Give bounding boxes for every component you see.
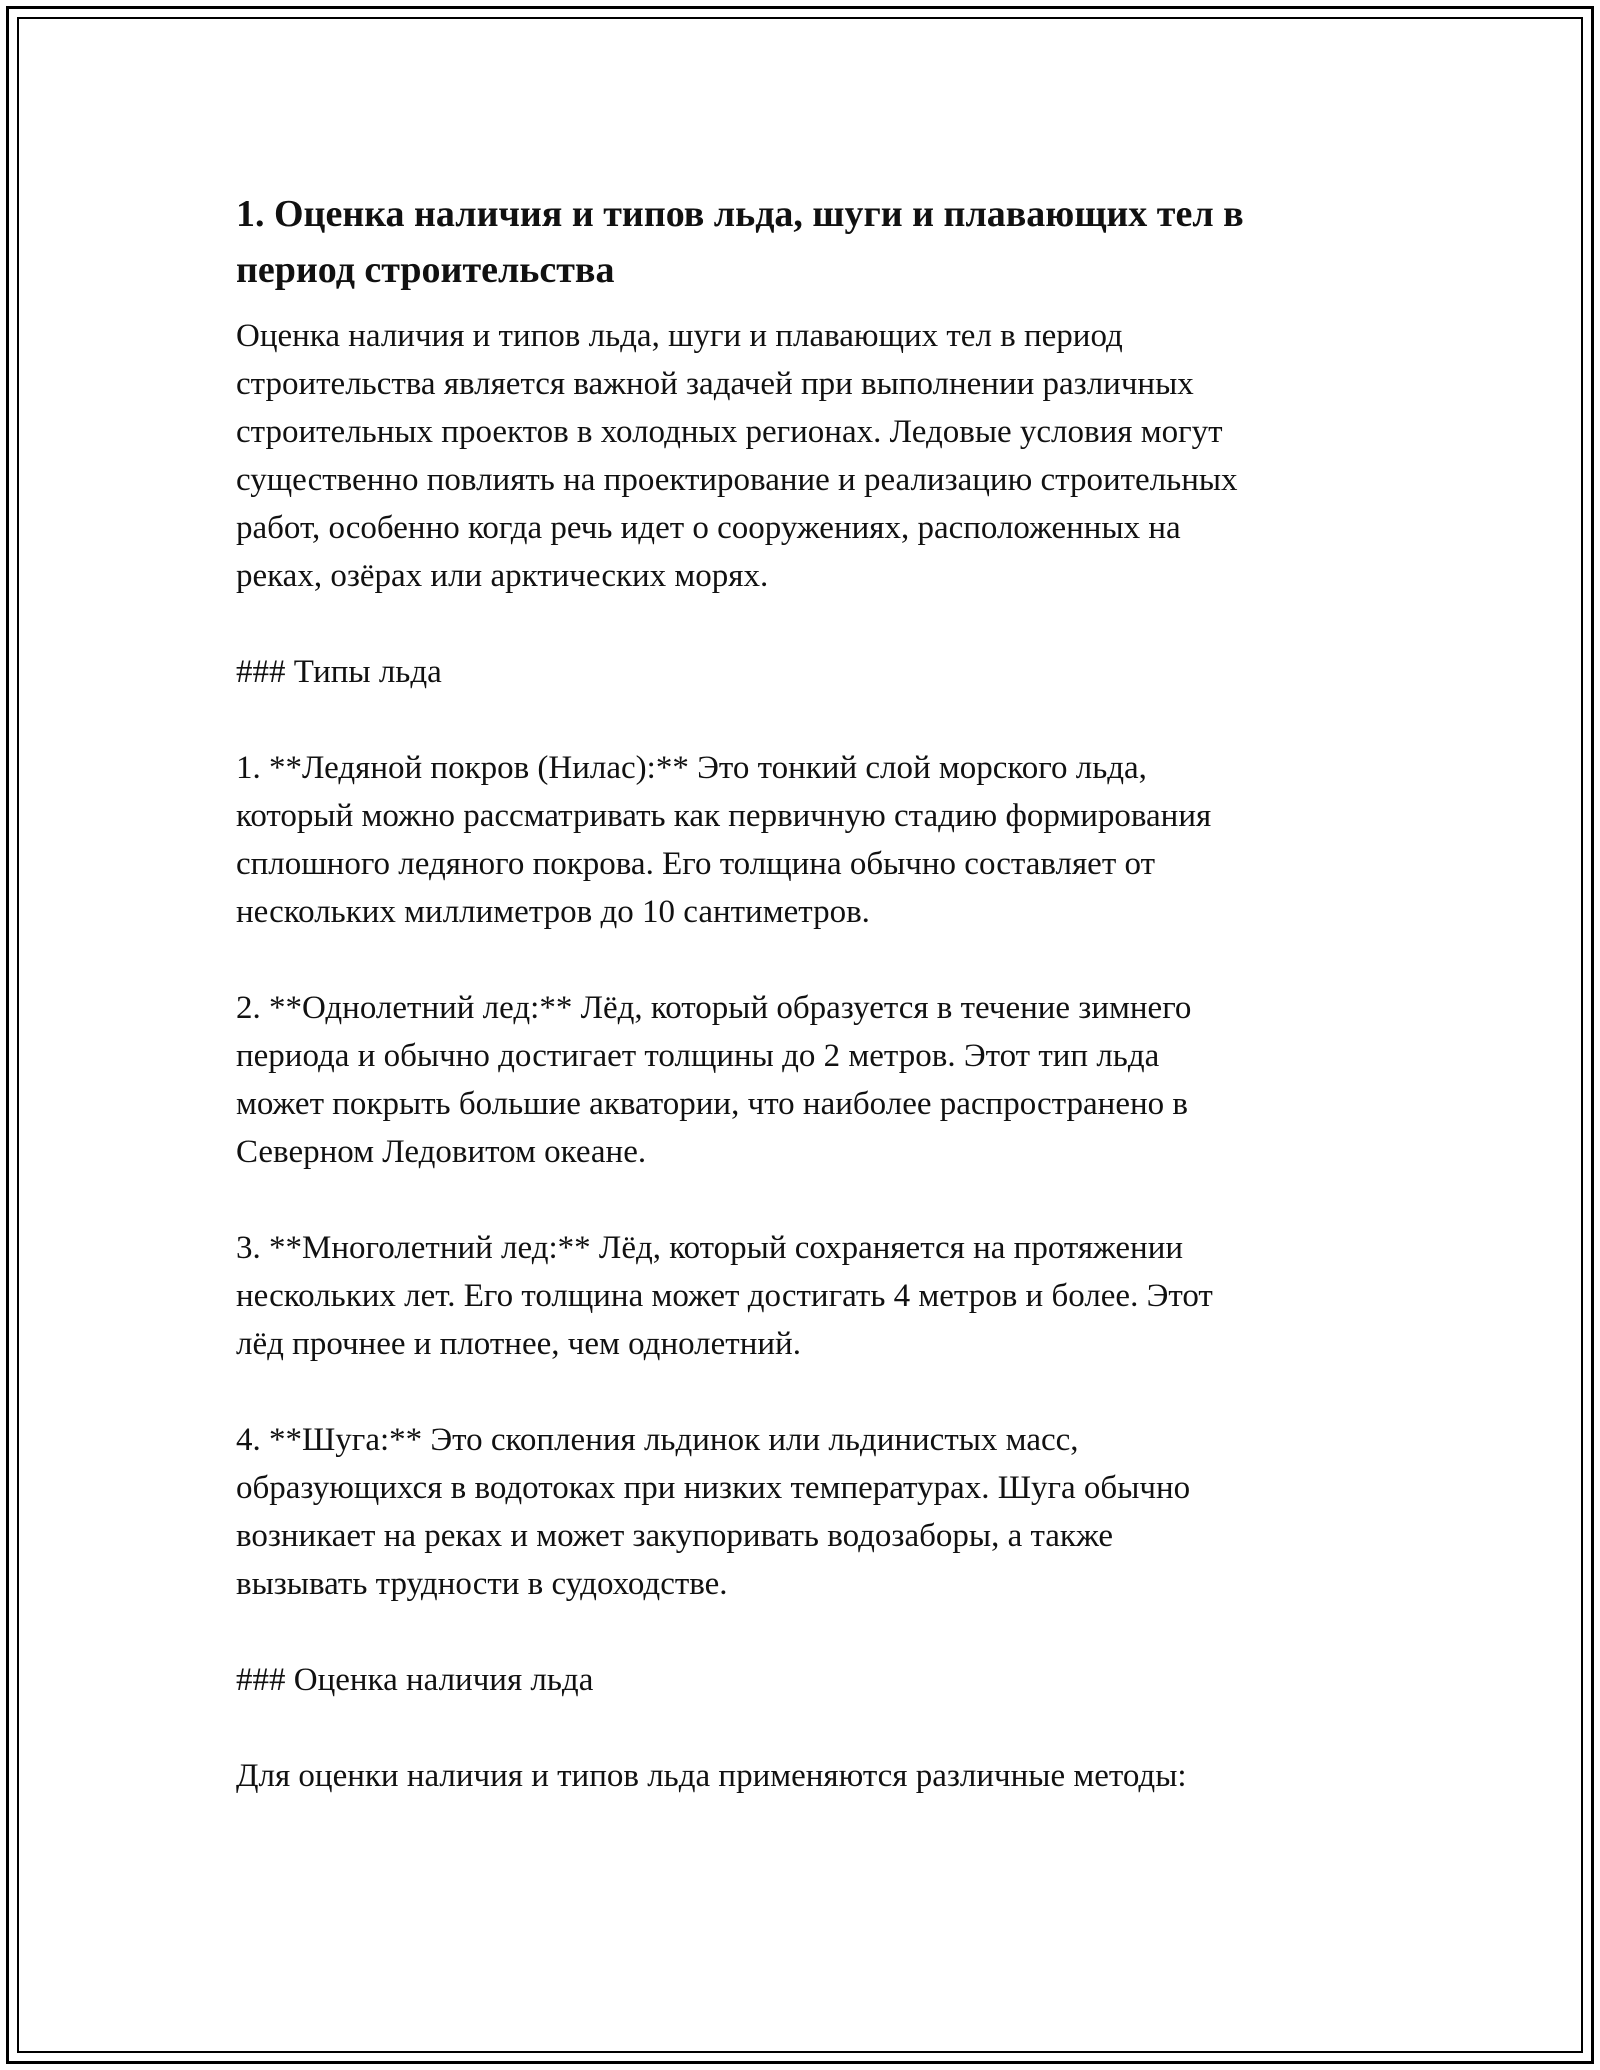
section-heading-ice-assessment: ### Оценка наличия льда xyxy=(236,1662,594,1698)
list-item-first-year-ice: 2. **Однолетний лед:** Лёд, который образуется в течение зимнего периода и обычно достигает толщины до 2 метров. Этот тип льда может покрыть большие акватории, что наиболее распространено в Северном Ледовитом океане. xyxy=(236,990,1192,1170)
list-item-slush: 4. **Шуга:** Это скопления льдинок или льдинистых масс, образующихся в водотоках при низких температурах. Шуга обычно возникает на реках и может закупоривать водозаборы, а также вызывать трудности в судоходстве. xyxy=(236,1422,1191,1602)
document-title: 1. Оценка наличия и типов льда, шуги и плавающих тел в период строительства xyxy=(236,193,1244,291)
section-heading-ice-types: ### Типы льда xyxy=(236,654,442,690)
methods-intro-paragraph: Для оценки наличия и типов льда применяются различные методы: xyxy=(236,1758,1187,1794)
list-item-nilas: 1. **Ледяной покров (Нилас):** Это тонкий слой морского льда, который можно рассматривать как первичную стадию формирования сплошного ледяного покрова. Его толщина обычно составляет от нескольких миллиметров до 10 сантиметров. xyxy=(236,750,1212,930)
document-body xyxy=(236,186,1386,1800)
list-item-multi-year-ice: 3. **Многолетний лед:** Лёд, который сохраняется на протяжении нескольких лет. Его толщина может достигать 4 метров и более. Этот лёд прочнее и плотнее, чем однолетний. xyxy=(236,1230,1213,1362)
intro-paragraph: Оценка наличия и типов льда, шуги и плавающих тел в период строительства является важной задачей при выполнении различных строительных проектов в холодных регионах. Ледовые условия могут существенно повлиять на проектирование и реализацию строительных работ, особенно когда речь идет о сооружениях, расположенных на реках, озёрах или арктических морях. xyxy=(236,318,1238,594)
